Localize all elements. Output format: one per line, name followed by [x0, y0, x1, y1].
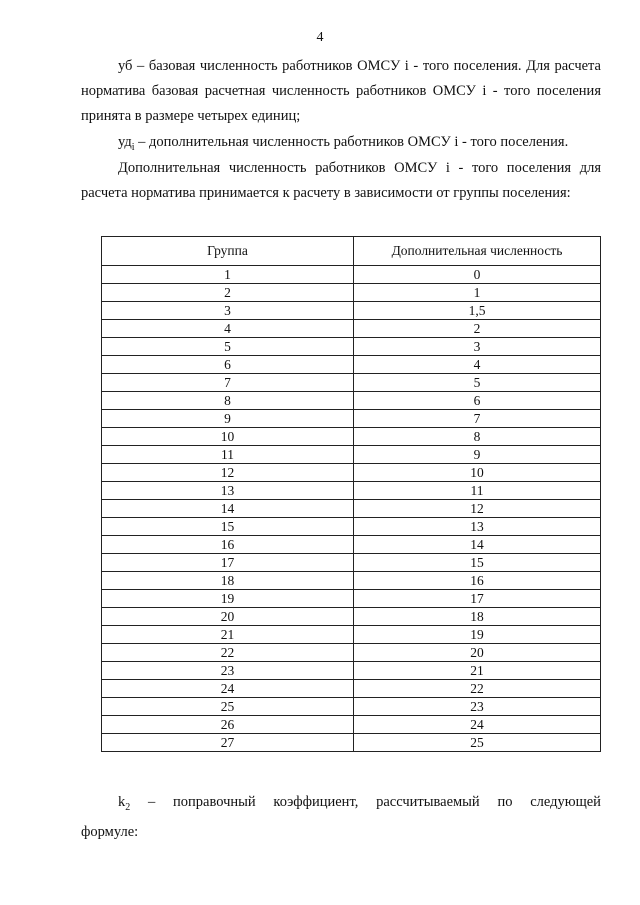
table-row — [102, 302, 601, 320]
group-staff-table — [101, 236, 601, 752]
correction-coefficient-line2: формуле: — [81, 823, 139, 840]
table-cell-additional: 22 — [354, 680, 601, 698]
table-header-group: Группа — [102, 237, 354, 266]
table-cell-additional: 10 — [354, 464, 601, 482]
table-cell-additional: 21 — [354, 662, 601, 680]
table-cell-group: 1 — [102, 266, 354, 284]
table-cell-group: 20 — [102, 608, 354, 626]
table-row — [102, 608, 601, 626]
table-row — [102, 428, 601, 446]
table-row — [102, 356, 601, 374]
table-cell-additional: 8 — [354, 428, 601, 446]
table-row — [102, 734, 601, 752]
table-cell-group: 2 — [102, 284, 354, 302]
paragraph-group-dependence — [81, 156, 601, 206]
table-cell-additional: 1,5 — [354, 302, 601, 320]
table-cell-group: 9 — [102, 410, 354, 428]
paragraph-additional-staff-text: – дополнительная численность работников ОМСУ i - того поселения. — [134, 134, 569, 150]
table-cell-group: 13 — [102, 482, 354, 500]
footer-word: коэффициент, — [273, 794, 359, 810]
table-row — [102, 392, 601, 410]
table-row — [102, 464, 601, 482]
table-cell-group: 15 — [102, 518, 354, 536]
table-row — [102, 338, 601, 356]
variable-k2 — [118, 790, 130, 820]
table-cell-additional: 4 — [354, 356, 601, 374]
table-cell-group: 19 — [102, 590, 354, 608]
table-cell-additional: 3 — [354, 338, 601, 356]
table-row — [102, 680, 601, 698]
table-cell-group: 16 — [102, 536, 354, 554]
table-row — [102, 284, 601, 302]
table-cell-additional: 23 — [354, 698, 601, 716]
table-header-additional: Дополнительная численность — [354, 237, 601, 266]
paragraph-group-dependence-text: Дополнительная численность работников ОМСУ i - того поселения для расчета норматива принимается к расчету в зависимости от группы поселения: — [81, 160, 601, 201]
table-cell-additional: 13 — [354, 518, 601, 536]
table-cell-group: 27 — [102, 734, 354, 752]
table-cell-group: 8 — [102, 392, 354, 410]
table-row — [102, 572, 601, 590]
table-row — [102, 410, 601, 428]
table-cell-group: 17 — [102, 554, 354, 572]
table-cell-additional: 24 — [354, 716, 601, 734]
page-number: 4 — [316, 30, 324, 45]
table-cell-additional: 25 — [354, 734, 601, 752]
table-header-row — [102, 237, 601, 266]
table-cell-group: 4 — [102, 320, 354, 338]
table-row — [102, 554, 601, 572]
table-cell-additional: 14 — [354, 536, 601, 554]
table-row — [102, 500, 601, 518]
table-row — [102, 518, 601, 536]
table-row — [102, 482, 601, 500]
table-cell-group: 11 — [102, 446, 354, 464]
table-cell-group: 3 — [102, 302, 354, 320]
table-cell-additional: 12 — [354, 500, 601, 518]
table-row — [102, 626, 601, 644]
table-cell-additional: 1 — [354, 284, 601, 302]
table-row — [102, 716, 601, 734]
paragraph-base-staff — [81, 54, 601, 129]
table-row — [102, 644, 601, 662]
table-cell-group: 26 — [102, 716, 354, 734]
footer-word: – — [148, 794, 156, 810]
table-row — [102, 266, 601, 284]
table-cell-additional: 7 — [354, 410, 601, 428]
variable-k: k — [118, 794, 126, 810]
table-cell-group: 7 — [102, 374, 354, 392]
variable-k-subscript: 2 — [125, 801, 131, 813]
table-cell-additional: 2 — [354, 320, 601, 338]
table-row — [102, 320, 601, 338]
table-cell-additional: 16 — [354, 572, 601, 590]
table-cell-group: 14 — [102, 500, 354, 518]
table-cell-additional: 11 — [354, 482, 601, 500]
table-cell-additional: 15 — [354, 554, 601, 572]
footer-word: следующей — [530, 794, 601, 810]
table-row — [102, 698, 601, 716]
correction-coefficient-line — [81, 790, 601, 820]
table-row — [102, 536, 601, 554]
variable-ud-subscript: i — [131, 141, 135, 153]
paragraph-correction-coefficient — [81, 790, 601, 844]
table-row — [102, 662, 601, 680]
paragraph-base-staff-text: – базовая численность работников ОМСУ i - того поселения. Для расчета норматива базовая расчетная численность работников ОМСУ i - того поселения принята в размере четырех единиц; — [81, 58, 601, 124]
table-cell-additional: 9 — [354, 446, 601, 464]
table-cell-group: 12 — [102, 464, 354, 482]
table-cell-additional: 19 — [354, 626, 601, 644]
table-cell-group: 22 — [102, 644, 354, 662]
table-cell-group: 21 — [102, 626, 354, 644]
table-cell-additional: 6 — [354, 392, 601, 410]
table-cell-additional: 5 — [354, 374, 601, 392]
table-cell-group: 10 — [102, 428, 354, 446]
table-cell-group: 5 — [102, 338, 354, 356]
table-cell-additional: 17 — [354, 590, 601, 608]
table-cell-additional: 0 — [354, 266, 601, 284]
variable-ub: уб — [118, 58, 133, 74]
table-row — [102, 374, 601, 392]
footer-word: по — [497, 794, 513, 810]
table-cell-group: 24 — [102, 680, 354, 698]
footer-word: рассчитываемый — [376, 794, 480, 810]
footer-word: поправочный — [173, 794, 256, 810]
table-cell-group: 18 — [102, 572, 354, 590]
table-row — [102, 446, 601, 464]
variable-ud: уд — [118, 134, 132, 150]
table-cell-group: 25 — [102, 698, 354, 716]
table-cell-group: 6 — [102, 356, 354, 374]
table-cell-group: 23 — [102, 662, 354, 680]
table-cell-additional: 20 — [354, 644, 601, 662]
table-cell-additional: 18 — [354, 608, 601, 626]
table-row — [102, 590, 601, 608]
